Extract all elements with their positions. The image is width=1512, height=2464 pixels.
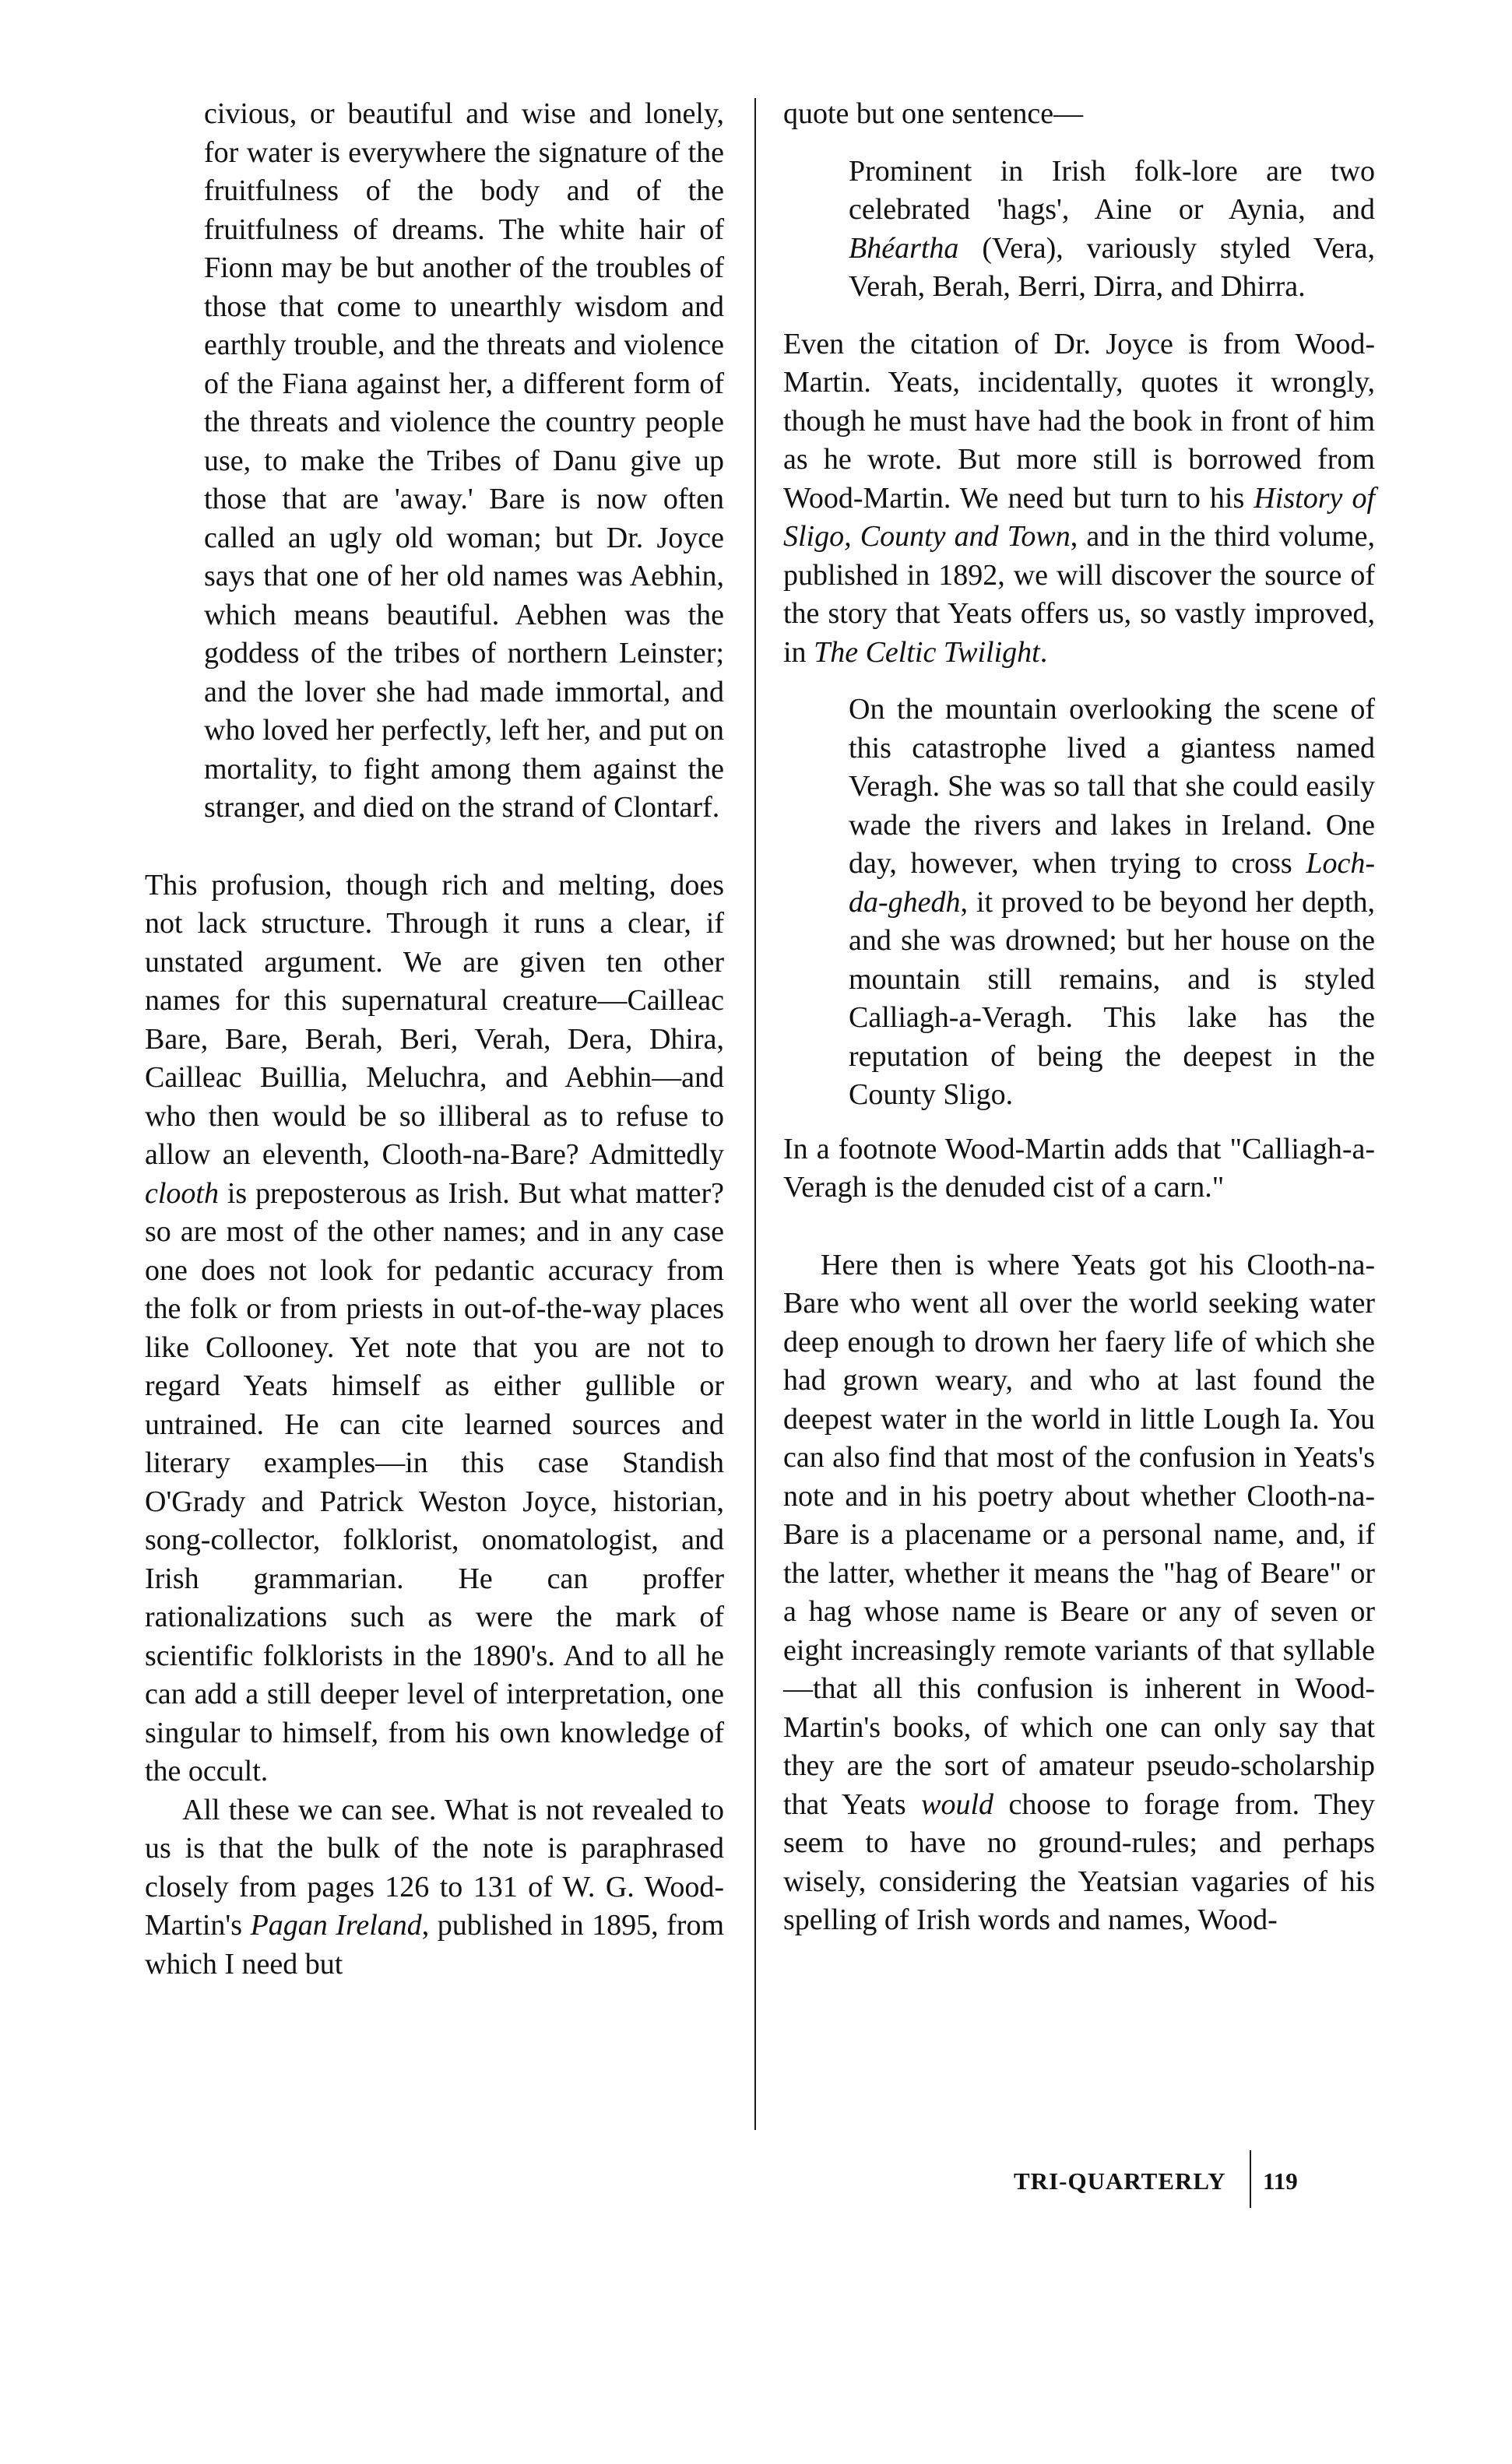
paragraph-revealed [145, 1791, 724, 1984]
quote-text: civious, or beautiful and wise and lonely, for water is everywhere the signature of the fruitfulness of the body and of the fruitfulness of dreams. The white hair of Fionn may be but another of the troubles of those that come to unearthly wisdom and earthly trouble, and the threats and violence of the Fiana against her, a different form of the threats and violence the country people use, to make the Tribes of Danu give up those that are 'away.' Bare is now often called an ugly old woman; but Dr. Joyce says that one of her old names was Aebhin, which means beautiful. Aebhen was the goddess of the tribes of northern Leinster; and the lover she had made immortal, and who loved her perfectly, left her, and put on mortality, to fight among them against the stranger, and died on the strand of Clontarf. [204, 97, 724, 824]
text-run: choose to forage from. They seem to have no ground-rules; and perhaps wisely, considering the Yeatsian vagaries of his spelling of Irish words and names, Wood- [783, 1787, 1375, 1936]
paragraph-citation [783, 325, 1375, 673]
text-run: is preposterous as Irish. But what matter? so are most of the other names; and in any case one does not look for pedantic accuracy from the folk or from priests in out-of-the-way places like Collooney. Yet note that you are not to regard Yeats himself as either gullible or untrained. He can cite learned sources and literary examples—in this case Standish O'Grady and Patrick Weston Joyce, historian, song-collector, folklorist, onomatologist, and Irish grammarian. He can proffer rationalizations such as were the mark of scientific folklorists in the 1890's. And to all he can add a still deeper level of interpretation, one singular to himself, from his own knowledge of the occult. [145, 1176, 724, 1787]
footer-divider [1250, 2150, 1251, 2208]
book-title: The Celtic Twilight [814, 635, 1040, 669]
text-run: Here then is where Yeats got his Clooth-na-Bare who went all over the world seeking water deep enough to drown her faery life of which she had grown weary, and who at last found the deepest water in the world in little Lough Ia. You can also find that most of the confusion in Yeats's note and in his poetry about whether Clooth-na-Bare is a placename or a personal name, and, if the latter, whether it means the "hag of Beare" or a hag whose name is Beare or any of seven or eight increasingly remote variants of that syllable—that all this confusion is inherent in Wood-Martin's books, of which one can only say that they are the sort of amateur pseudo-scholarship that Yeats [783, 1248, 1375, 1821]
text-run: , published in 1895, from which I need but [145, 1909, 725, 1981]
text-run: Even the citation of Dr. Joyce is from Wood-Martin. Yeats, incidentally, quotes it wrongly, though he must have had the book in front of him as he wrote. But more still is borrowed from Wood-Martin. We need but turn to his [783, 327, 1375, 515]
italic-term: would [921, 1787, 994, 1821]
text-run: , and in the third volume, published in 1892, we will discover the source of the story that Yeats offers us, so vastly improved, in [783, 520, 1375, 669]
text-run: On the mountain overlooking the scene of this catastrophe lived a giantess named Veragh. She was so tall that she could easily wade the rivers and lakes in Ireland. One day, however, when trying to cross [849, 693, 1375, 880]
italic-term: clooth [145, 1176, 219, 1210]
book-title: Pagan Ireland [250, 1909, 422, 1942]
italic-term: Bhéartha [849, 231, 959, 265]
block-quote [783, 153, 1375, 307]
block-quote [145, 95, 724, 828]
left-column [145, 95, 724, 1984]
text-run: , it proved to be beyond her depth, and she was drowned; but her house on the mountain still remains, and is styled Calliagh-a-Veragh. This lake has the reputation of being the deepest in the County Sligo. [849, 885, 1375, 1111]
block-quote [783, 691, 1375, 1115]
paragraph-continuation: quote but one sentence— [783, 97, 1084, 130]
text-run: All these we can see. What is not revealed to us is that the bulk of the note is paraphrased closely from pages 126 to 131 of W. G. Wood-Martin's [145, 1793, 724, 1942]
book-title: History of Sligo, County and Town [783, 481, 1375, 553]
text-run: Prominent in Irish folk-lore are two celebrated 'hags', Aine or Aynia, and [849, 154, 1375, 226]
paragraph-clooth-na-bare [783, 1246, 1375, 1940]
text-run: (Vera), variously styled Vera, Verah, Berah, Berri, Dirra, and Dhirra. [849, 231, 1375, 303]
paragraph-profusion [145, 866, 724, 1791]
text-run: . [1039, 635, 1048, 669]
right-column [783, 95, 1375, 1940]
text-run: This profusion, though rich and melting, does not lack structure. Through it runs a clear, if unstated argument. We are given ten other names for this supernatural creature—Cailleac Bare, Bare, Berah, Beri, Verah, Dera, Dhira, Cailleac Buillia, Meluchra, and Aebhin—and who then would be so illiberal as to refuse to allow an eleventh, Clooth-na-Bare? Admittedly [145, 868, 724, 1171]
place-name: Loch-da-ghedh [849, 847, 1375, 919]
page-number: 119 [1263, 2167, 1298, 2195]
column-divider [754, 98, 756, 2130]
running-footer: TRI-QUARTERLY [1014, 2167, 1226, 2195]
paragraph-footnote: In a footnote Wood-Martin adds that "Calliagh-a-Veragh is the denuded cist of a carn." [783, 1132, 1375, 1204]
